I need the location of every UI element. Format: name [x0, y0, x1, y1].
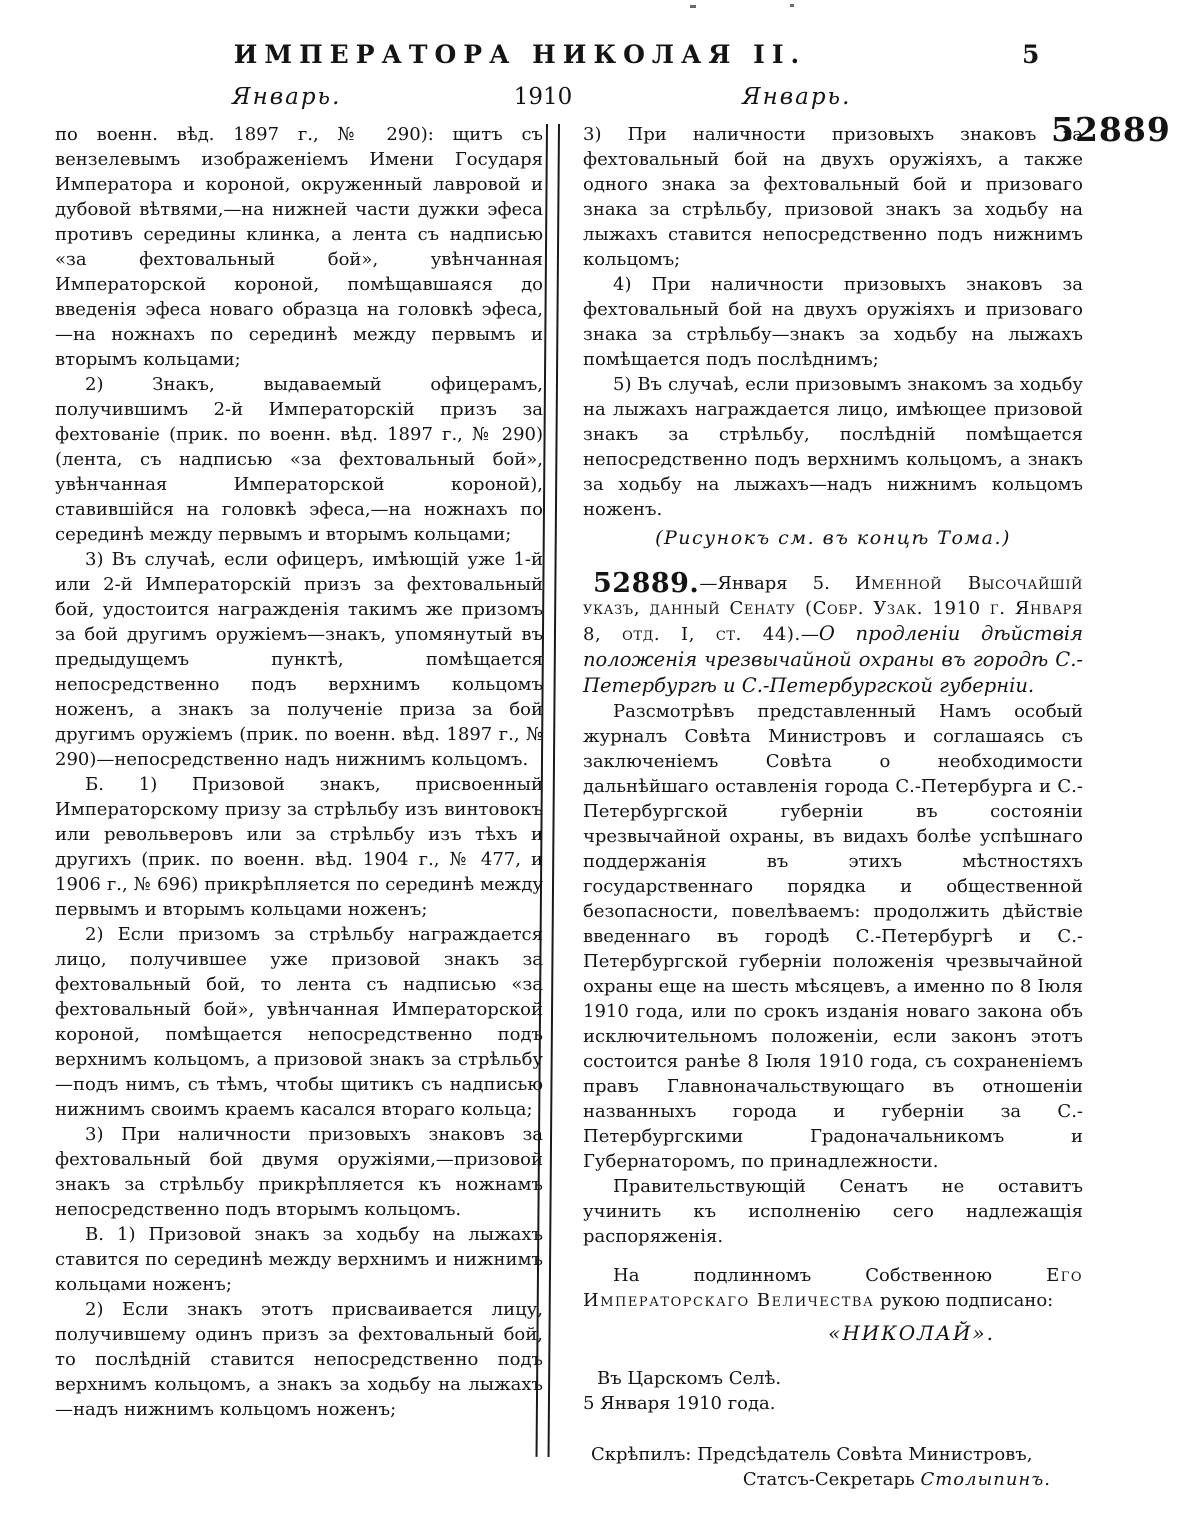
decree-title-italic: О продленіи дѣйствія положенія чрезвычайной охраны въ городѣ С.-Петербургѣ и С.-Петербургской губерніи.: [583, 622, 1083, 697]
signature-intro-text: На подлинномъ Собственною: [613, 1265, 1047, 1286]
decree-type-smallcaps: Именной Высочайшій указъ, данный Сенату (Собр. Узак. 1910 г. Января 8, отд. I, ст. 44).: [583, 573, 1083, 645]
signing-place: Въ Царскомъ Селѣ.: [597, 1368, 782, 1389]
margin-act-number: 52889: [1051, 110, 1171, 149]
signature-intro-text: рукою подписано:: [874, 1290, 1054, 1311]
paragraph: 2) Если призомъ за стрѣльбу награждается лицо, получившее уже призовой знакъ за фехтовальный бой, то лента съ надписью «за фехтовальный бой», увѣнчанная Императорской короной, помѣщается непосредственно подъ верхнимъ кольцомъ, а призовой знакъ за стрѣльбу—подъ нимъ, съ тѣмъ, чтобы щитикъ съ надписью нижнимъ своимъ краемъ касался втораго кольца;: [55, 924, 543, 1120]
act-number: 52889.: [593, 568, 700, 599]
paragraph: Разсмотрѣвъ представленный Намъ особый журналъ Совѣта Министровъ и соглашаясь съ заключеніемъ Совѣта о необходимости дальнѣйшаго оставленія города С.-Петербурга и С.-Петербургской губерніи въ состояніи чрезвычайной охраны, въ видахъ болѣе успѣшнаго поддержанія въ этихъ мѣстностяхъ государственнаго порядка и общественной безопасности, повелѣваемъ: продолжить дѣйствіе введеннаго въ городѣ С.-Петербургѣ и С.-Петербургской губерніи положенія чрезвычайной охраны еще на шесть мѣсяцевъ, а именно по 8 Іюля 1910 года, или по срокъ изданія новаго закона объ исключительномъ положеніи, если законъ этотъ состоится ранѣе 8 Іюля 1910 года, съ сохраненіемъ правъ Главноначальствующаго въ отношеніи названныхъ города и губерніи за С.-Петербургскими Градоначальникомъ и Губернаторомъ, по принадлежности.: [583, 701, 1083, 1172]
figure-reference-note: (Рисунокъ см. въ концѣ Тома.): [655, 527, 1011, 549]
imperial-majesty-smallcaps: Его Императорскаго Величества: [583, 1265, 1083, 1311]
paragraph: 3) Въ случаѣ, если офицеръ, имѣющій уже 1-й или 2-й Императорскій призъ за фехтовальный бой, удостоится награжденія такимъ же призомъ за бой другимъ оружіемъ—знакъ, упомянутый въ предыдущемъ пунктѣ, помѣщается непосредственно подъ верхнимъ кольцомъ ноженъ, а знакъ за полученіе приза за бой другимъ оружіемъ (прик. по военн. вѣд. 1897 г., № 290)—непосредственно надъ нижнимъ кольцомъ.: [55, 549, 543, 770]
running-head-year: 1910: [513, 84, 573, 110]
dash: —: [800, 624, 819, 645]
right-column: [583, 122, 1083, 1492]
decree-heading: [583, 568, 1083, 699]
running-head-month-left: Январь.: [232, 84, 342, 110]
paragraph: 5) Въ случаѣ, если призовымъ знакомъ за ходьбу на лыжахъ награждается лицо, имѣющее призовой знакъ за стрѣльбу, послѣдній помѣщается непосредственно подъ верхнимъ кольцомъ, а знакъ за ходьбу на лыжахъ—надъ нижнимъ кольцомъ ноженъ.: [583, 374, 1083, 520]
signing-date: 5 Января 1910 года.: [583, 1393, 776, 1414]
print-speck: [790, 4, 794, 7]
paragraph: В. 1) Призовой знакъ за ходьбу на лыжахъ ставится по серединѣ между верхнимъ и нижнимъ кольцами ноженъ;: [55, 1224, 543, 1295]
paragraph: 3) При наличности призовыхъ знаковъ за фехтовальный бой на двухъ оружіяхъ, а также одного знака за фехтовальный бой и призоваго знака за стрѣльбу, призовой знакъ за ходьбу на лыжахъ ставится непосредственно подъ нижнимъ кольцомъ;: [583, 124, 1083, 270]
countersign-line: [583, 1467, 1083, 1492]
paragraph: Б. 1) Призовой знакъ, присвоенный Императорскому призу за стрѣльбу изъ винтовокъ или револьверовъ или за стрѣльбу изъ тѣхъ и другихъ (прик. по военн. вѣд. 1904 г., № 477, и 1906 г., № 696) прикрѣпляется по серединѣ между первымъ и вторымъ кольцами ноженъ;: [55, 774, 543, 920]
countersign-name-italic: Столыпинъ.: [920, 1469, 1051, 1490]
paragraph: по военн. вѣд. 1897 г., № 290): щитъ съ вензелевымъ изображеніемъ Имени Государя Императора и короной, окруженный лавровой и дубовой вѣтвями,—на нижней части дужки эфеса противъ середины клинка, а лента съ надписью «за фехтовальный бой», увѣнчанная Императорской короной, помѣщавшаяся до введенія эфеса новаго образца на головкѣ эфеса,—на ножнахъ по серединѣ между первымъ и вторымъ кольцами;: [55, 124, 543, 370]
paragraph: 4) При наличности призовыхъ знаковъ за фехтовальный бой на двухъ оружіяхъ и призоваго знака за стрѣльбу—знакъ за ходьбу на лыжахъ помѣщается подъ послѣднимъ;: [583, 274, 1083, 370]
paragraph: 2) Если знакъ этотъ присваивается лицу, получившему одинъ призъ за фехтовальный бой, то послѣдній ставится непосредственно подъ верхнимъ кольцомъ, а знакъ за ходьбу на лыжахъ—надъ нижнимъ кольцомъ ноженъ;: [55, 1299, 543, 1420]
imperial-signature: «НИКОЛАЙ».: [828, 1321, 995, 1345]
paragraph: 3) При наличности призовыхъ знаковъ за фехтовальный бой двумя оружіями,—призовой знакъ за стрѣльбу прикрѣпляется къ ножнамъ непосредственно подъ вторымъ кольцомъ.: [55, 1124, 543, 1220]
print-speck: [690, 5, 696, 8]
paragraph: 2) Знакъ, выдаваемый офицерамъ, получившимъ 2-й Императорскій призъ за фехтованіе (прик. по военн. вѣд. 1897 г., № 290) (лента, съ надписью «за фехтовальный бой», увѣнчанная Императорской короной), ставившійся на головкѣ эфеса,—на ножнахъ по серединѣ между первымъ и вторымъ кольцами;: [55, 374, 543, 545]
running-head-month-right: Январь.: [742, 84, 852, 110]
left-column: [55, 122, 543, 1422]
signature-intro: [583, 1263, 1083, 1313]
heading-date: —Января 5.: [699, 573, 855, 594]
page-title: ИМПЕРАТОРА НИКОЛАЯ II.: [233, 40, 807, 69]
countersign-line: Скрѣпилъ: Предсѣдатель Совѣта Министровъ,: [591, 1444, 1033, 1465]
page-number: 5: [1022, 40, 1040, 69]
countersign-title: Статсъ-Секретарь: [742, 1469, 921, 1490]
paragraph: Правительствующій Сенатъ не оставитъ учинить къ исполненію сего надлежащія распоряженія.: [583, 1176, 1083, 1247]
